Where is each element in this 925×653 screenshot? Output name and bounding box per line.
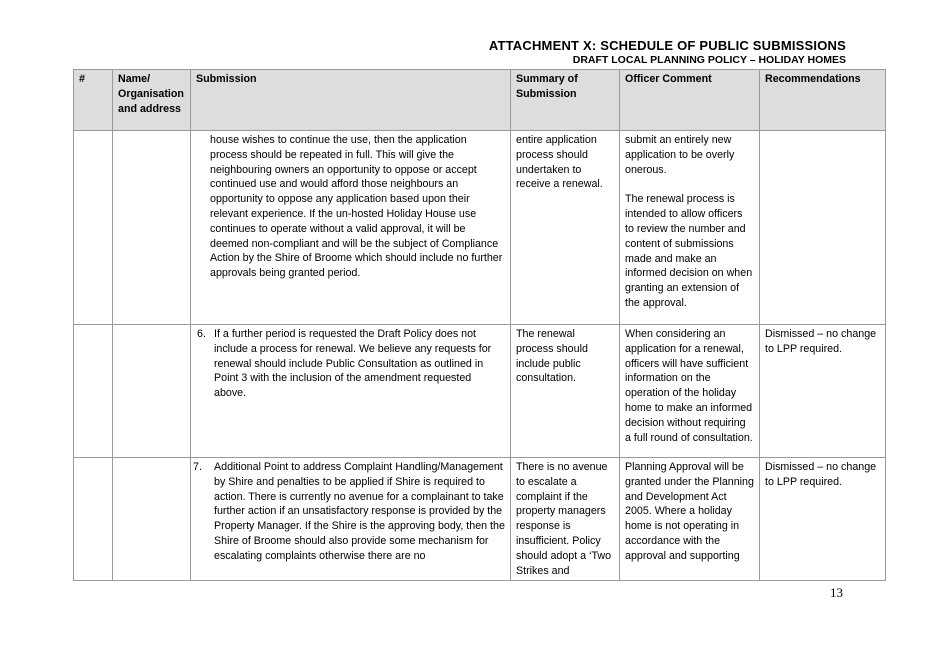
document-title: ATTACHMENT X: SCHEDULE OF PUBLIC SUBMISSIONS — [488, 38, 846, 53]
table-row — [74, 325, 886, 458]
table-row — [74, 458, 886, 581]
submission-text: If a further period is requested the Draft Policy does not include a process for renewal. We believe any requests for renewal should include Public Consultation as outlined in Point 3 with the inclusion of the amendment requested above. — [214, 328, 492, 400]
submission-item-number: 6. — [197, 328, 206, 340]
cell-name — [113, 131, 191, 325]
column-header-name: Name/ Organisation and address — [113, 70, 191, 131]
column-header-officer-comment: Officer Comment — [620, 70, 760, 131]
submission-text: house wishes to continue the use, then the application process should be repeated in full. This will give the neighbouring owners an opportunity to oppose or accept continued use and would afford those neighbours an opportunity to oppose any application based upon their relevant experience. If the un-hosted Holiday House use continues to operate without a valid approval, it will be deemed non-compliant and will be the subject of Compliance Action by the Shire of Broome which should include no further approvals being granted period. — [210, 134, 503, 280]
cell-recommendation — [760, 131, 886, 325]
cell-submission — [191, 131, 511, 325]
cell-name — [113, 458, 191, 581]
submission-text: Additional Point to address Complaint Handling/Management by Shire and penalties to be applied if Shire is required to action. There is currently no avenue for a complainant to take further action if an unsatisfactory response is provided by the Property Manager. If the Shire is the approving body, then the Shire of Broome should also provide some mechanism for escalating complaints otherwise there are no — [214, 461, 505, 562]
officer-comment-paragraph: The renewal process is intended to allow officers to review the number and content of submissions made and make an informed decision on when granting an extension of the approval. — [625, 193, 753, 309]
cell-name — [113, 325, 191, 458]
cell-submission — [191, 325, 511, 458]
cell-number — [74, 131, 113, 325]
column-header-number: # — [74, 70, 113, 131]
column-header-summary: Summary of Submission — [511, 70, 620, 131]
cell-number — [74, 458, 113, 581]
table-header-row — [74, 70, 886, 131]
cell-recommendation: Dismissed – no change to LPP required. — [760, 325, 886, 458]
cell-summary: There is no avenue to escalate a complaint if the property managers response is insufficient. Policy should adopt a ‘Two Strikes and — [511, 458, 620, 581]
cell-submission — [191, 458, 511, 581]
submissions-table — [73, 69, 886, 581]
page-number: 13 — [830, 585, 843, 600]
cell-summary: The renewal process should include public consultation. — [511, 325, 620, 458]
cell-officer-comment: When considering an application for a renewal, officers will have sufficient information on the operation of the holiday home to make an informed decision without requiring a full round of consultation. — [620, 325, 760, 458]
column-header-recommendations: Recommendations — [760, 70, 886, 131]
cell-summary: entire application process should undertaken to receive a renewal. — [511, 131, 620, 325]
table-row — [74, 131, 886, 325]
cell-officer-comment — [620, 131, 760, 325]
submission-item-number: 7. — [193, 461, 202, 473]
cell-number — [74, 325, 113, 458]
document-subtitle: DRAFT LOCAL PLANNING POLICY – HOLIDAY HOMES — [572, 54, 846, 66]
officer-comment-paragraph: submit an entirely new application to be overly onerous. — [625, 134, 735, 176]
cell-recommendation: Dismissed – no change to LPP required. — [760, 458, 886, 581]
cell-officer-comment: Planning Approval will be granted under the Planning and Development Act 2005. Where a holiday home is not operating in accordance with the approval and supporting — [620, 458, 760, 581]
column-header-submission: Submission — [191, 70, 511, 131]
